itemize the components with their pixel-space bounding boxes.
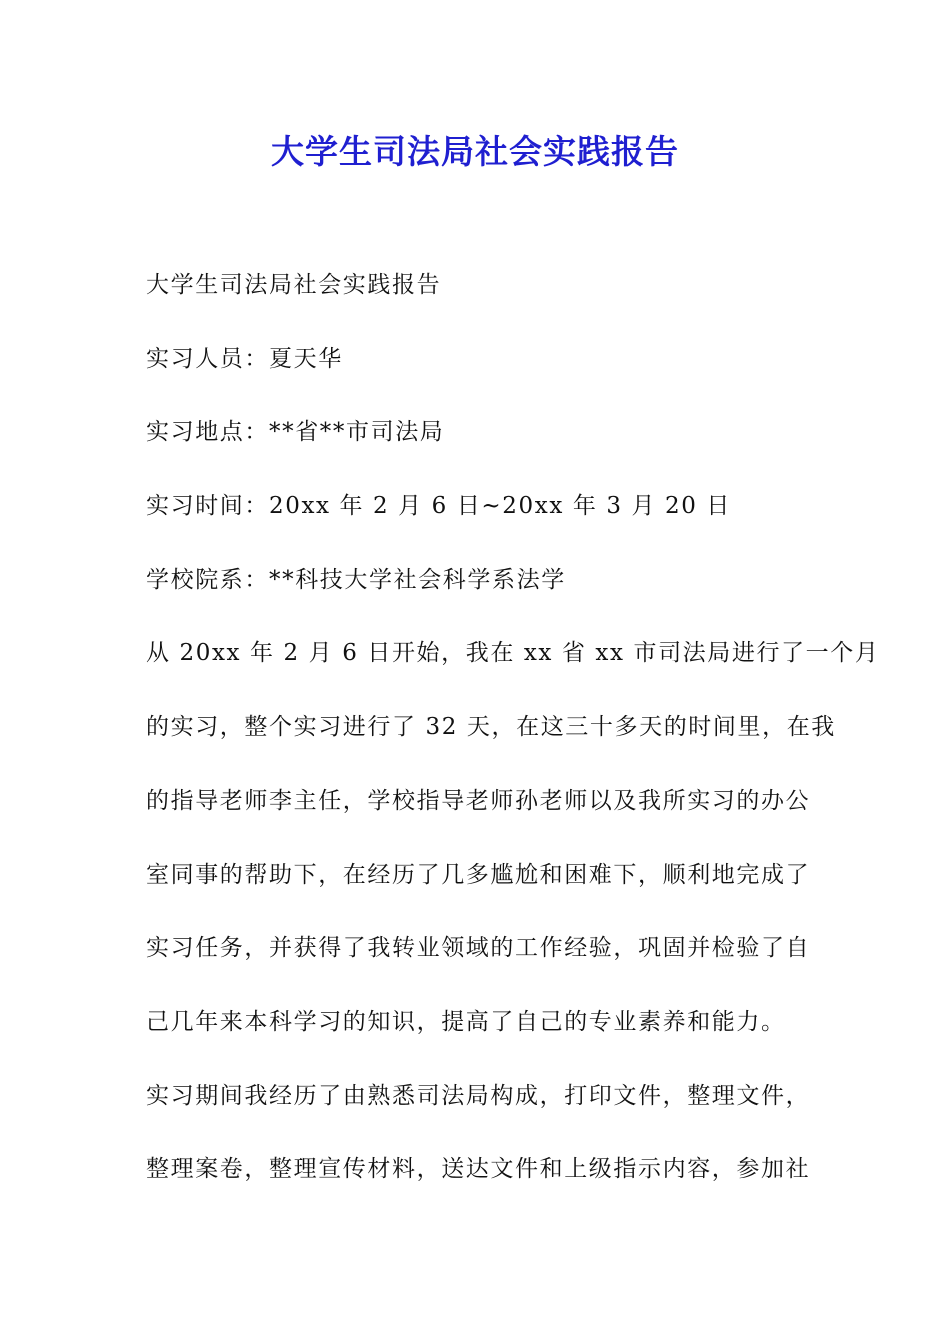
paragraph-line: 从 20xx 年 2 月 6 日开始，我在 xx 省 xx 市司法局进行了一个月 [146, 640, 880, 667]
paragraph-line: 室同事的帮助下，在经历了几多尴尬和困难下，顺利地完成了 [146, 861, 811, 888]
intern-name-line: 实习人员：夏天华 [146, 345, 343, 372]
paragraph-line: 实习期间我经历了由熟悉司法局构成，打印文件，整理文件， [146, 1082, 811, 1109]
intern-location-line: 实习地点：**省**市司法局 [146, 419, 445, 446]
paragraph-line: 的指导老师李主任，学校指导老师孙老师以及我所实习的办公 [146, 787, 811, 814]
document-body [146, 264, 880, 1222]
paragraph-line: 的实习，整个实习进行了 32 天，在这三十多天的时间里，在我 [146, 714, 836, 741]
document-title: 大学生司法局社会实践报告 [271, 132, 679, 171]
paragraph-line: 整理案卷，整理宣传材料，送达文件和上级指示内容，参加社 [146, 1156, 811, 1183]
paragraph-line: 实习任务，并获得了我转业领域的工作经验，巩固并检验了自 [146, 935, 811, 962]
report-heading: 大学生司法局社会实践报告 [146, 272, 442, 298]
school-department-line: 学校院系：**科技大学社会科学系法学 [146, 566, 566, 593]
paragraph-line: 己几年来本科学习的知识，提高了自己的专业素养和能力。 [146, 1008, 786, 1035]
intern-period-line: 实习时间：20xx 年 2 月 6 日~20xx 年 3 月 20 日 [146, 493, 731, 520]
